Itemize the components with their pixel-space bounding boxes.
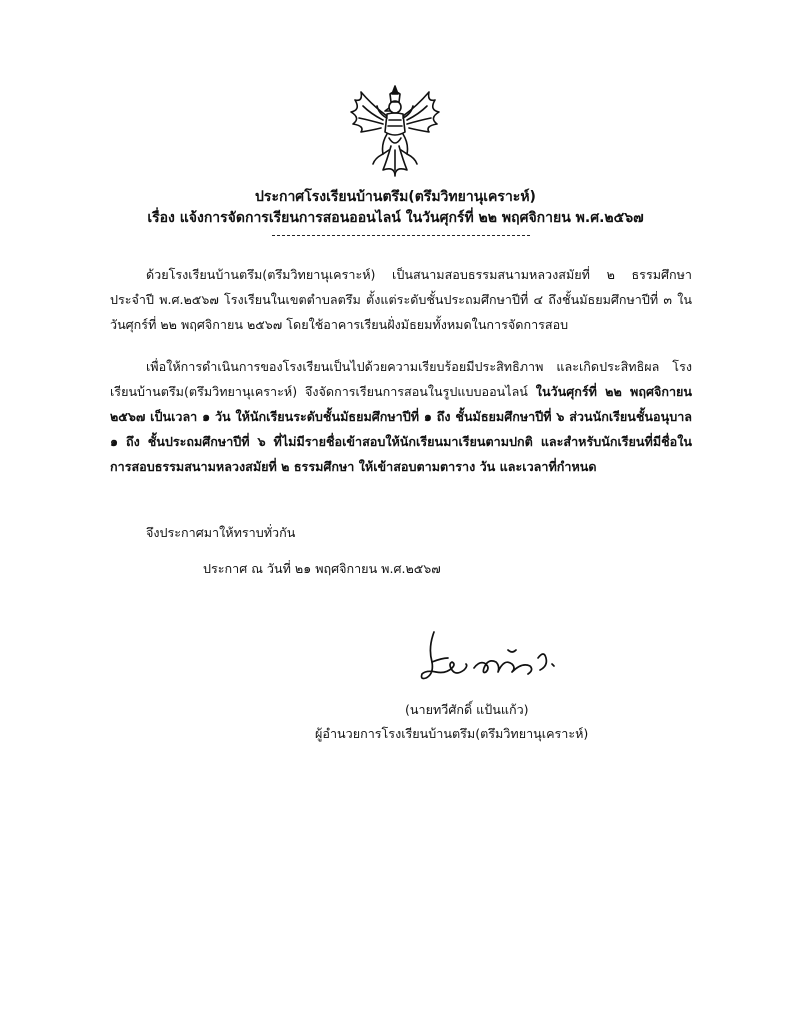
announcement-subject: เรื่อง แจ้งการจัดการเรียนการสอนออนไลน์ ในวันศุกร์ที่ ๒๒ พฤศจิกายน พ.ศ.๒๕๖๗	[147, 210, 644, 226]
paragraph-2-text: เพื่อให้การดำเนินการของโรงเรียนเป็นไปด้วยความเรียบร้อยมีประสิทธิภาพ และเกิดประสิทธิผล โรงเรียนบ้านตรึม(ตรึมวิทยานุเคราะห์) จึงจัดการเรียนการสอนในรูปแบบออนไลน์	[110, 359, 692, 399]
announcement-closing: จึงประกาศมาให้ทราบทั่วกัน	[146, 525, 296, 540]
title-divider	[272, 235, 530, 236]
paragraph-2	[110, 354, 692, 479]
signer-position: ผู้อำนวยการโรงเรียนบ้านตรึม(ตรึมวิทยานุเคราะห์)	[315, 726, 589, 741]
paragraph-2-bold-text: ในวันศุกร์ที่ ๒๒ พฤศจิกายน ๒๕๖๗ เป็นเวลา ๑ วัน ให้นักเรียนระดับชั้นมัธยมศึกษาปีที่ ๑ ถึง ชั้นมัธยมศึกษาปีที่ ๖ ส่วนนักเรียนชั้นอนุบาล ๑ ถึง ชั้นประถมศึกษาปีที่ ๖ ที่ไม่มีรายชื่อเข้าสอบให้นักเรียนมาเรียนตามปกติ และสำหรับนักเรียนที่มีชื่อในการสอบธรรมสนามหลวงสมัยที่ ๒ ธรรมศึกษา ให้เข้าสอบตามตาราง วัน และเวลาที่กำหนด	[110, 384, 693, 474]
garuda-emblem-icon	[343, 84, 447, 178]
announcement-date: ประกาศ ณ วันที่ ๒๑ พฤศจิกายน พ.ศ.๒๕๖๗	[203, 561, 441, 576]
paragraph-1: ด้วยโรงเรียนบ้านตรึม(ตรึมวิทยานุเคราะห์) เป็นสนามสอบธรรมสนามหลวงสมัยที่ ๒ ธรรมศึกษา ประจำปี พ.ศ.๒๕๖๗ โรงเรียนในเขตตำบลตรึม ตั้งแต่ระดับชั้นประถมศึกษาปีที่ ๔ ถึงชั้นมัธยมศึกษาปีที่ ๓ ในวันศุกร์ที่ ๒๒ พฤศจิกายน ๒๕๖๗ โดยใช้อาคารเรียนฝั่งมัธยมทั้งหมดในการจัดการสอบ	[110, 267, 692, 332]
signer-name: (นายทวีศักดิ์ แป้นแก้ว)	[405, 702, 529, 717]
announcement-title: ประกาศโรงเรียนบ้านตรึม(ตรึมวิทยานุเคราะห์)	[255, 189, 536, 205]
handwritten-signature	[412, 628, 562, 690]
